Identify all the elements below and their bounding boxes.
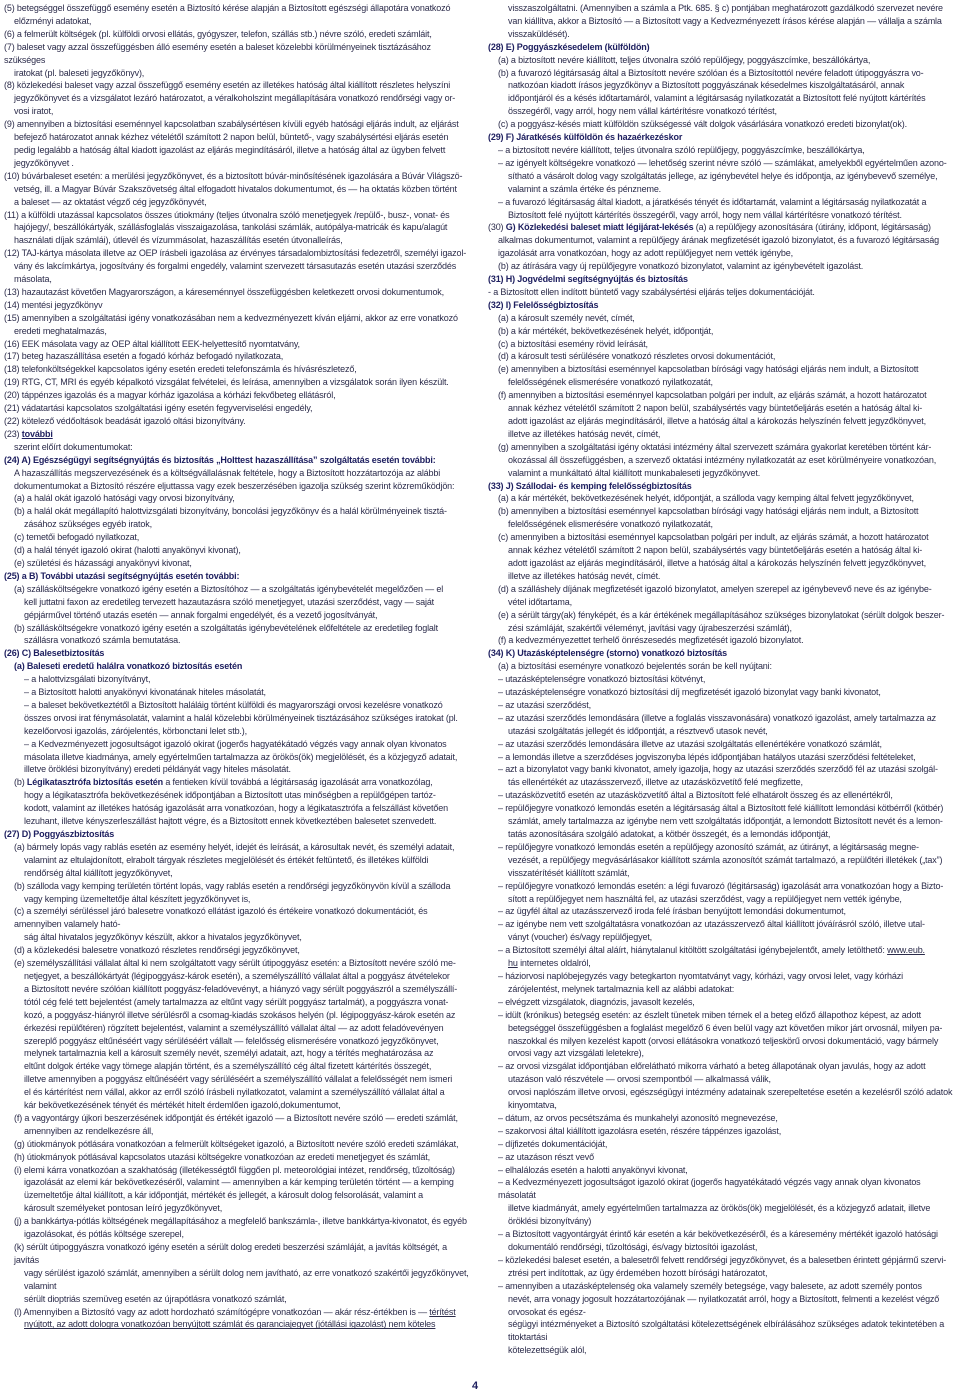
left-text-line: pedig legalább a hatóság által kiadott igazolást az eljárás megindításáról, illetve a hatóság által az ügyben felvett (14, 144, 446, 155)
right-text-line: alkalmas dokumentumot, valamint a repülőjegy árának megfizetését igazoló bizonylatot, és a fuvarozó légitársaság (498, 235, 939, 246)
left-text-line: illetve amennyiben a poggyász eltűnéséért vagy sérüléséért a személyszállító vállalat a felelősségét nem ismeri (24, 1074, 453, 1085)
right-text-line: valamint a számla értéke és pénzneme. (508, 183, 662, 194)
left-text-line: igazolásokat, és pótlás költsége szerepel, (24, 1229, 184, 1240)
left-text-line (4, 776, 473, 789)
right-text-line: (34) K) Utazásképtelenségre (storno) vonatkozó biztosítás (488, 648, 727, 659)
right-text-line: sítható a vásárolt dolog vagy szolgáltatás jellege, az igénybevétel helye és időpontja, az igénybevevő személye, (508, 170, 938, 181)
left-text-line: (d) a közlekedési balesetre vonatkozó részletes rendőrségi jegyzőkönyvet, (14, 945, 300, 956)
right-text-line: kötelezettségük alól, (508, 1345, 587, 1356)
left-text-line: (18) telefonköltségekkel kapcsolatos igény esetén eredeti telefonszámla és hívásrészletező, (4, 364, 357, 375)
right-text-line: – dátum, az orvos pecsétszáma és munkahelyi azonosító megnevezése, (498, 1112, 778, 1123)
right-text-line: időpontjáról és a késés időtartamáról, valamint a légitársaság nyilatkozatát a Biztosított felé nyújtott kártérítés (508, 93, 926, 104)
left-text-line: (b) szállásköltségekre vonatkozó igény esetén a szolgáltatás igénybevételének előfeltétele az eredetileg foglalt (14, 622, 438, 633)
text-segment: (b) (14, 777, 27, 788)
left-text-line: el és kártérítést nem vállal, akkor az erről szóló írásbeli nyilatkozatot, valamint a személyszállító vállalat által a (24, 1087, 445, 1098)
left-text-line: eltűnt dolgok értéke vagy tömege alapján történt, és a személyszállító cég által fizetett kártérítés összegét, (24, 1061, 432, 1072)
right-text-line: orvosi vagy azt vizsgálati leletekre), (508, 1048, 644, 1059)
right-text-line: illetve kiadmányát, amely egyértelműen tartalmazza az örökös(ök) megjelölését, és a közjegyző adatait, illetve (508, 1203, 931, 1214)
left-text-line: szerint előírt dokumentumokat: (14, 441, 133, 452)
text-segment: G) Közlekedési baleset miatt légijárat-lekésés (505, 222, 694, 233)
left-text-line: (a) szállásköltségekre vonatkozó igény esetén a Biztosítóhoz — a szolgáltatás igénybevételét megelőzően — el (14, 583, 444, 594)
text-segment: (23) (4, 428, 22, 439)
right-text-line: naszokkal és milyen kezelést kapott (orvosi ellátásokra vonatkozó teljeskörű orvosi dokumentáció, vagy bármely (508, 1035, 939, 1046)
left-text-line: (9) amennyiben a biztosítási eseménnyel kapcsolatban szabálysértésen kívüli egyéb hatósági eljárás indult, az eljárást (4, 119, 459, 130)
left-text-line: (c) temetői befogadó nyilatkozat, (14, 532, 140, 543)
left-text-line: (22) kötelező védőoltások beadását igazoló oltási bizonyítvány. (4, 416, 246, 426)
left-text-line: kezelőorvosi igazolás, zárójelentés, körbonctani lelet stb.), (24, 725, 247, 736)
right-text-line: – utazásközvetítő esetén az utazásközvetítő által a Biztosított felé elhatárolt összeg és az ellenértékről, (498, 790, 893, 801)
left-text-line: (20) táppénzes igazolás és a magyar kórház igazolása a kórházi fekvőbeteg ellátásról, (4, 390, 336, 401)
right-text-line: visszatérítését kiállított számlát, (508, 867, 630, 878)
right-text-line: illetve az illetékes hatóság nevét, címét, (508, 428, 661, 439)
right-text-line: (28) E) Poggyászkésedelem (külföldön) (488, 41, 650, 52)
left-text-line: amennyiben az rendelkezésre áll, (24, 1125, 154, 1136)
right-text-line: betegséggel összefüggésben a foglalást megelőző 6 éven belül vagy azt követően mikor járt orvosnál, milyen pa- (508, 1022, 943, 1033)
left-text-line: jegyzőkönyvet . (14, 157, 74, 168)
right-text-line: – idült (krónikus) betegség esetén: az észlelt tünetek miben térnek el a beteg előző állapothoz képest, az adott (498, 1009, 921, 1020)
text-segment: internetes oldalról, (517, 958, 591, 969)
right-text-line: – elvégzett vizsgálatok, diagnózis, javasolt kezelés, (498, 996, 695, 1007)
right-text-line: számlát, amely tartalmazza az igénybe nem vett szolgáltatás időpontját, a lemondott Biztosított nevét és a lemon- (508, 816, 943, 827)
left-text-line: (a) bármely lopás vagy rablás esetén az esemény helyét, idejét és leírását, a károsultak nevét, és személyi adatait, (14, 841, 455, 852)
right-text-line: – azt a bizonylatot vagy banki kivonatot, amely igazolja, hogy az utazási szerződés szerződő fél az utazási szolgál- (498, 764, 938, 775)
right-text-line: annak kézhez vételétől számított 2 napon belül, szabálysértés vagy büntetőeljárás esetén a hatóság által ki- (508, 545, 923, 556)
right-text-line: nevét, arra vonagy jogosult hozzátartozójának — nyilatkozatát arról, hogy a Biztosított, felmenti a kezelést végző orvosokat és egész- (508, 1293, 940, 1317)
left-text-line: (h) útiokmányok pótlásával kapcsolatos utazási költségekre vonatkozóan az eredeti menetjegyet és számlát, (14, 1151, 430, 1162)
left-text-line: gépjárművel történő utazás esetén — annak forgalmi engedélyét, és a vezető jogosítványát, (24, 609, 378, 620)
left-text-line: kozó, a poggyász-hiányról illetve sérülésről a csomag-kiadás szokásos helyén (pl. légipoggyász-károk esetén az (24, 1009, 456, 1020)
text-segment: további (21, 428, 53, 439)
right-text-line: (c) a poggyász-késés miatt külföldön szükségessé vált dolgok vásárlására vonatkozó eredeti bizonylat(ok). (498, 119, 907, 130)
right-text-line: (b) amennyiben a biztosítási eseménnyel kapcsolatban bírósági vagy hatósági eljárás nem indult, a Biztosított (498, 506, 919, 517)
right-text-line: dokumentáló rendőrségi, tűzoltósági, és/vagy biztosítói igazolást, (508, 1242, 758, 1252)
left-text-line: a baleset — az oktatást végző cég jegyzőkönyvét, (14, 196, 207, 207)
right-text-line: okozással áll összefüggésben, a szervező oktatási intézmény nyilatkozatát az eset körülményeire vonatkozóan, (508, 454, 937, 465)
left-text-line: lezuhant, illetve kényszerleszállást hajtott végre, és a Biztosított ennek következtében balesetet szenvedett. (24, 816, 437, 827)
left-text-line: (7) baleset vagy azzal összefüggésben álló esemény esetén a baleset közelebbi körülményeinek tisztázásához szükséges (4, 41, 431, 65)
right-text-line: – a biztosított nevére kiállított, teljes útvonalra szóló repülőjegy, poggyászcímke, beszállókártya, (498, 144, 865, 155)
left-text-line: (5) betegséggel összefüggő esemény esetén a Biztosító kérése alapján a Biztosított egészségi állapotára vonatkozó (4, 3, 451, 13)
right-text-line: – repülőjegyre vonatkozó lemondás esetén a repülőjegy azonosító számát, az útirányt, a légitársaság megne- (498, 841, 919, 852)
right-text-line: – az utazási szerződést, (498, 699, 591, 710)
right-text-line: (b) az átírására vagy új repülőjegyre vonatkozó bizonylatot, valamint az igénybevételt igazolást. (498, 261, 864, 272)
left-text-line: a Biztosított nevére szólóan kiállított poggyász-feladóvevényt, a hiányzó vagy sérült poggyászról a személyszállí- (24, 983, 458, 994)
right-text-line: zárójelentést, melynek tartalmaznia kell az alábbi adatokat: (508, 983, 735, 994)
left-text-line: jegyzőkönyvet és a vizsgálatot lezáró határozatot, a véralkoholszint megállapítására vonatkozó rendőrségi vagy or- (14, 93, 456, 104)
left-text-line: tótól cég felé tett bejelentést (amely tartalmazza az eltűnt vagy sérült poggyász tartalmát), a poggyászra vonat- (24, 996, 449, 1007)
left-text-line: (a) Baleseti eredetű halálra vonatkozó biztosítás esetén (14, 661, 243, 672)
right-text-line: (31) H) Jogvédelmi segítségnyújtás és biztosítás (488, 274, 688, 285)
left-text-line: hajójegy/, beszállókártyák, szállásfoglalás visszaigazolása, tankolási számlák, autópálya-matricák és kapu/alagút (14, 222, 448, 233)
left-text-line: (e) személyszállítási vállalat által ki nem szolgáltatott vagy sérült útipoggyász esetén: a Biztosított nevére szóló me- (14, 958, 456, 969)
left-text-line: (d) a halál tényét igazoló okirat (halotti anyakönyvi kivonat), (14, 545, 241, 556)
left-text-line: (f) a vagyontárgy újkori beszerzésének időpontját és értékét igazoló — a Biztosított nevére szóló — eredeti számlát, (14, 1112, 458, 1123)
left-text-line: kodott, valamint az illetékes hatóság igazolását arra vonatkozóan, hogy a légikatasztrófa a felszállást követően (24, 803, 448, 814)
left-text-line: használati díjak számlái), útlevél és vízummásolat, hazaszállítás esetén útvonalleírás, (14, 235, 343, 246)
left-text-line (4, 1306, 473, 1319)
text-segment: (30) (488, 222, 506, 233)
text-segment: (l) Amennyiben a Biztosító vagy az adott hordozható számítógépre vonatkozóan — akár rész-értékben is — (14, 1306, 430, 1317)
left-text-line: ság által hivatalos jegyzőkönyv készült, akkor a hivatalos jegyzőkönyvet, (24, 932, 302, 943)
right-text-line: - a Biztosított ellen indított büntető vagy szabálysértési eljárás teljes dokumentációját. (488, 286, 815, 297)
right-text-line: (a) a károsult személy nevét, címét, (498, 312, 635, 323)
left-text-line: károsult személyeket pontosan leíró jegyzőkönyvet, (24, 1203, 223, 1214)
right-text-line: – utazásképtelenségre vonatkozó biztosítási díj megfizetését igazoló bizonylat vagy banki kivonatot, (498, 687, 881, 698)
left-text-line: (10) búvárbaleset esetén: a merülési jegyzőkönyvet, és a biztosított búvár-minősítésének igazolására a Búvár Világszö- (4, 170, 463, 181)
right-text-line: visszaküldését). (508, 28, 570, 39)
right-text-line: – az utazási szerződés lemondására illetve az utazási szolgáltatás ellenértékére vonatkozó számlát, (498, 738, 882, 749)
right-text-line: sított a repülőjegyet nem használtá fel, az utazási szerződést, vagy a repülőjegyet nem vették igénybe, (508, 893, 902, 904)
right-text-line: visszaszolgáltatni. (Amennyiben a számla a Ptk. 685. § c) pontjában meghatározott gazdálkodó szervezet nevére (508, 3, 943, 13)
left-text-line: üzemeltetője által kiállított, a kár időpontját, mértékét és jellegét, a károsult dolog felsorolását, valamint a (24, 1190, 423, 1201)
right-text-line: utazási szolgáltatás jellegét és időpontját, a résztvevő utasok nevét, (508, 725, 768, 736)
right-text-line: ványt (voucher) és/vagy repülőjegyet, (508, 932, 653, 943)
right-text-line: – közlekedési baleset esetén, a balesetről felvett rendőrségi jegyzőkönyvet, és a balesetben érintett gépjármű szervi- (498, 1254, 947, 1265)
text-segment: a fentieken kívül továbbá a légitársaság igazolását arra vonatkozólag, (163, 777, 433, 788)
right-text-line: van kiállítva, akkor a Biztosító — a Biztosított vagy a Kedvezményezett írásos kérése alapján — vállalja a számla (508, 15, 942, 26)
right-text-line: felelősségének elismerésére vonatkozó nyilatkozatát, (508, 377, 713, 388)
left-text-line: (g) útiokmányok pótlására vonatkozóan a felmerült költségeket igazoló, a Biztosított nevére szóló eredeti számlákat, (14, 1138, 459, 1149)
right-text-line: natkozóan kiadott írásos jegyzőkönyv a Biztosított poggyászának késedelmes kiszolgáltatásáról, annak (508, 80, 905, 91)
left-text-line: másolata illetve kiadmánya, amely egyértelműen tartalmazza az örökös(ök) megjelölését, és a közjegyző adatait, (24, 751, 458, 762)
left-text-line: valamint az eltulajdonított, elrabolt tárgyak részletes megjelölését és értékét feltüntető, és illetékes külföldi (24, 854, 429, 865)
text-segment: (a) a repülőjegy azonosítására (útirány, időpont, légitársaság) (693, 222, 931, 233)
right-text-line: (b) a kár mértékét, bekövetkezésének helyét, időpontját, (498, 325, 714, 336)
left-text-line: (8) közlekedési baleset vagy azzal összefüggő esemény esetén az illetékes hatóság által kiállított részletes helyszíni (4, 80, 451, 91)
left-text-line: (15) amennyiben a szolgáltatási igény vonatkozásában nem a kedvezményezett kíván eljárni, akkor az erre vonatkozó (4, 312, 458, 323)
left-text-line: (13) hazautazást követően Magyarországon, a káreseménnyel összefüggésben keletkezett orvosi dokumentumok, (4, 286, 445, 297)
text-segment: – a Biztosított személyi által aláírt, hiánytalanul kitöltött szolgáltatási igénybejelentőt, amely letölthető: (498, 945, 888, 956)
left-text-line: rendőrség által kiállított jegyzőkönyvet, (24, 867, 173, 878)
right-text-line: annak kézhez vételétől számított 2 napon belül, szabálysértés vagy büntetőeljárás esetén a hatóság által ki- (508, 403, 923, 414)
right-text-line: – az utazáson részt vevő (498, 1151, 594, 1162)
left-text-line: (26) C) Balesetbiztosítás (4, 648, 105, 659)
left-text-line: másolata, (14, 274, 52, 285)
right-text-line: vétel időtartama, (508, 596, 572, 607)
right-text-line (488, 221, 954, 234)
right-text-line: illetve az illetékes hatóság nevét, címét. (508, 570, 661, 581)
right-text-line: – repülőjegyre vonatkozó lemondás esetén a légitársaság által a Biztosított felé kiállított lemondási kötbérről (kötbér) (498, 803, 944, 814)
left-text-line: vetség, ill. a Magyar Búvár Szakszövetség által elfogadott hivatalos dokumentumot, és — ha oktatás közben történt (14, 183, 457, 194)
right-text-line: – utazásképtelenségre vonatkozó biztosítási kötvényt, (498, 674, 706, 685)
left-text-line: érkezési repülőtéren) rögzített bejelentést, valamint a személyszállító vállalat által — az adott feladóvevényen (24, 1022, 444, 1033)
left-text-line: – a baleset bekövetkeztétől a Biztosított haláláig történt külföldi és magyarországi orvosi kezelésre vonatkozó (24, 699, 443, 710)
right-text-line: ztrési pert indítottak, az ügy érdemében hozott bírósági határozatot, (508, 1267, 768, 1278)
right-text-line: adott igazolást az eljárás megindításáról, illetve a hatóság által a károkozás helyszínén felvett jegyzőkönyvet, (508, 416, 926, 426)
right-column (488, 2, 954, 1357)
left-text-line: szereplő poggyász eltűnéséért vagy sérüléséért vállalt — felelősség elismerésére vonatkozó jegyzőkönyvet, (24, 1035, 439, 1046)
right-text-line: – a Biztosított vagyontárgyát érintő kár esetén a kár bekövetkezéséről, és a káresemény mértékét igazoló hatósági (498, 1229, 938, 1240)
left-text-line: (j) a bankkártya-pótlás költségének megállapításához a megfelelő bankszámla-, illetve bankkártya-kivonatot, és egyéb (14, 1216, 467, 1227)
left-text-line: (a) a halál okát igazoló hatósági vagy orvosi bizonyítvány, (14, 493, 235, 504)
left-text-line: (19) RTG, CT, MRI és egyéb képalkotó vizsgálat felvételei, és leírása, amennyiben a vizsgálatok során ilyen készült. (4, 377, 449, 388)
left-text-line: (16) EEK másolata vagy az OEP által kiállított EEK-helyettesítő nyomtatvány, (4, 338, 300, 349)
left-text-line: (b) a halál okát megállapító halottvizsgálati bizonyítvány, boncolási jegyzőkönyv és a halál körülményeinek tisztá- (14, 506, 447, 517)
right-text-line: – az utazási szerződés lemondására (illetve a foglalás visszavonására) vonatkozó igazolást, amely tartalmazza az (498, 712, 936, 723)
text-segment: hu (508, 958, 518, 969)
left-text-line: (b) szálloda vagy kemping területén történt lopás, vagy rablás esetén a rendőrségi jegyzőkönyvön kívül a szálloda (14, 880, 451, 891)
right-text-line: utazáson való részvétele — orvosi szempontból — alkalmassá válik, (508, 1074, 771, 1085)
right-text-line: (c) amennyiben a biztosítási eseménnyel kapcsolatban polgári per indult, az eljárás számát, a hozott határozatot (498, 532, 929, 543)
left-text-line: (e) születési és házassági anyakönyvi kivonat, (14, 557, 192, 568)
left-text-line: netjegyet, a beszállókártyát (légipoggyász-károk esetén), a személyszállító vállalat által a poggyász átvételekor (24, 970, 450, 981)
left-text-line: (25) a B) További utazási segítségnyújtás esetén további: (4, 570, 240, 581)
left-text-line: – a Biztosított halotti anyakönyvi kivonatának hiteles másolatát, (24, 687, 266, 698)
right-text-line: (e) amennyiben a biztosítási eseménnyel kapcsolatban bírósági vagy hatósági eljárás nem indult, a Biztosított (498, 364, 919, 375)
left-text-line: (c) a személyi sérüléssel járó balesetre vonatkozó ellátást igazoló és értékeire vonatkozó dokumentációt, és amennyiben valamely ható- (14, 906, 428, 930)
right-text-line: – amennyiben a utazásképtelenség oka valamely személy betegsége, vagy balesete, az adott személy pontos (498, 1280, 922, 1291)
right-text-line: – a Kedvezményezett jogosultságot igazoló okirat (jogerős hagyatékátadó végzés vagy annak olyan kivonatos másolatát (498, 1177, 921, 1201)
left-text-line: nyújtott, az adott dologra vonatkozóan benyújtott számlát és garanciajegyet (jótállási igazolást) nem köteles (24, 1319, 436, 1330)
right-text-line: – a fuvarozó légitársaság által kiadott, a járatkésés tényét és időtartamát, valamint a légitársaság nyilatkozatát a (498, 196, 927, 207)
right-text-line: (c) a biztosítási esemény rövid leírását, (498, 338, 648, 349)
right-text-line: valamint a munkáltató által kiállított munkabaleseti jegyzőkönyvet. (508, 467, 761, 478)
text-segment: Légikatasztrófa biztosítás esetén (26, 777, 163, 788)
left-text-line: igazolását az elemi kár bekövetkezéséről, valamint — amennyiben a kár kemping területén történt — a kemping (24, 1177, 454, 1188)
left-text-line: zásához szükséges egyéb iratok, (24, 519, 152, 530)
right-text-line: – az igénybe nem vett szolgáltatásra vonatkozóan az utazásszervező által kiállított jóváírásról szóló, illetve utal- (498, 919, 925, 930)
left-text-line: (i) elemi kárra vonatkozóan a szakhatóság (illetékességtől függően pl. meteorológiai intézet, rendőrség, tűzoltóság) (14, 1164, 455, 1175)
left-text-line: (24) A) Egészségügyi segítségnyújtás és biztosítás „Holttest hazaszállítása” szolgáltatás esetén további: (4, 454, 436, 465)
left-text-line: (11) a külföldi utazással kapcsolatos összes útiokmány (teljes útvonalra szóló menetjegyek /repülő-, busz-, vonat- és (4, 209, 450, 220)
left-text-line: hogy a légikatasztrófa bekövetkezésének időpontjában a Biztosított utas minőségben a repülőgépen tartóz- (24, 790, 436, 801)
right-text-line: adott igazolást az eljárás megindításáról, illetve a hatóság által a károkozás helyszínén felvett jegyzőkönyvet, (508, 557, 926, 568)
left-text-line: (6) a felmerült költségek (pl. külföldi orvosi ellátás, gyógyszer, telefon, szállás stb.) névre szóló, eredeti számláit, (4, 28, 432, 39)
left-text-line: (21) vádatartási kapcsolatos szolgáltatási igény esetén fegyverviselési engedély, (4, 403, 313, 414)
right-text-line: – elhalálozás esetén a halotti anyakönyvi kivonat, (498, 1164, 688, 1175)
left-text-line: iratokat (pl. baleseti jegyzőkönyv), (14, 67, 145, 78)
right-text-line: igazolását arra vonatkozóan, hogy az adott repülőjegyet nem vették igénybe, (498, 248, 793, 259)
right-text-line: zési számláját, szakértői véleményt, javítási vagy újrabeszerzési számlát), (508, 622, 792, 633)
left-text-line: szállásra vonatkozó számla bemutatása. (24, 635, 181, 646)
right-text-line: tatás azonosítására szolgáló adatokat, a kötbér összegét, és a lemondás időpontját, (508, 829, 831, 839)
right-text-line: – az ügyfél által az utazásszervező iroda felé írásban benyújtott lemondási dokumentumot, (498, 906, 846, 917)
right-text-line: ségügyi intézményeket a Biztosító szolgáltatási kötelezettségének elbírálásához szükséges adatok tekintetében a titoktartási (508, 1319, 945, 1343)
text-segment: térítést (429, 1306, 456, 1317)
left-text-line: melynek tartalmaznia kell a károsult személy nevét, személyi adatait, azt, hogy a térítés meghatározása az (24, 1048, 434, 1059)
right-text-line: – háziorvosi naplóbejegyzés vagy betegkarton nyomtatványt vagy, kórházi, vagy orvosi lelet, vagy kórházi (498, 970, 903, 981)
left-text-line (4, 428, 473, 441)
left-text-line: előzményi adatokat, (14, 15, 92, 26)
left-text-line: dokumentumokat a Biztosító részére eljuttassa vagy ezek beszerzésében igazolja szükség szerint közreműködjön: (14, 480, 455, 491)
right-text-line: – díjfizetés dokumentációját, (498, 1138, 608, 1149)
right-text-line: Biztosított felé nyújtott kártérítés összegéről, vagy arról, hogy nem vállal kártérítésre vonatkozó térítést. (508, 209, 902, 220)
right-text-line: (29) F) Járatkésés külföldön és hazaérkezéskor (488, 132, 683, 143)
right-text-line: vezését, a repülőjegy megvásárlásakor kiállított számla azonosítót számát tartalmazó, a repülőtéri illetékek („tax”) (508, 854, 943, 865)
left-text-line: sérült dioptriás szemüveg esetén az újrapótlásra vonatkozó számlát, (24, 1293, 287, 1304)
left-text-line: összes orvosi irat fénymásolatát, valamint a halál közelebbi körülményeinek tisztázásához szükséges iratokat (pl. (24, 712, 458, 723)
left-column (4, 2, 473, 1331)
right-text-line: (g) amennyiben a szolgáltatási igény oktatási intézmény által szervezett számára gyakorlat keretében történt kár- (498, 441, 932, 452)
right-text-line: (a) a biztosítási eseményre vonatkozó bejelentés során be kell nyújtani: (498, 661, 772, 672)
left-text-line: vagy kemping üzemeltetője által készített jegyzőkönyvet is, (24, 893, 251, 904)
right-text-line: (a) a kár mértékét, bekövetkezésének helyét, időpontját, a szálloda vagy kemping által felvett jegyzőkönyvet, (498, 493, 914, 504)
left-text-line: kár bekövetkezésének tényét és mértékét hitelt érdemlően igazoló,dokumentumot, (24, 1100, 341, 1111)
left-text-line: (17) beteg hazaszállítása esetén a fogadó kórház befogadó nyilatkozata, (4, 351, 284, 362)
left-text-line: – a Kedvezményezett jogosultságot igazoló okirat (jogerős hagyatékátadó végzés vagy annak olyan kivonatos (24, 738, 447, 749)
right-text-line: (f) amennyiben a biztosítási eseménnyel kapcsolatban polgári per indult, az eljárás számát, a hozott határozatot (498, 390, 927, 401)
right-text-line: felelősségének elismerésére vonatkozó nyilatkozatát, (508, 519, 713, 530)
right-text-line: (33) J) Szállodai- és kemping felelősségbiztosítás (488, 480, 692, 491)
left-text-line: vány és lakcímkártya, jogosítvány és forgalmi engedély, valamint szervezett társasutazás esetén utazási szerződés (14, 261, 457, 272)
left-text-line: (12) TAJ-kártya másolata illetve az OEP írásbeli igazolása az érvényes társadalombiztosítási fedezetről, személyi igazol- (4, 248, 467, 259)
text-segment: www.eub. (887, 945, 925, 956)
right-text-line: (d) a szálláshely díjának megfizetését igazoló bizonylatot, amelyen szerepel az igénybevevő neve és az igénybe- (498, 583, 932, 594)
left-text-line: vosi iratot, (14, 106, 54, 117)
right-text-line: – az igényelt költségekre vonatkozó — lehetőség szerint névre szóló — számlákat, amelyekből egyértelműen azono- (498, 157, 947, 168)
right-text-line: (b) a fuvarozó légitársaság által a Biztosított nevére szólóan és a Biztosítottól nevére feladott útipoggyászra vo- (498, 67, 924, 78)
left-text-line: kell juttatni faxon az eredetileg tervezett hazautazásra szóló menetjegyet, utazási szerződést, vagy — saját (24, 596, 435, 607)
left-text-line: (27) D) Poggyászbiztosítás (4, 829, 115, 839)
right-text-line: (f) a kedvezményezettet terhelő önrészesedés megfizetését igazoló bizonylatot. (498, 635, 804, 646)
left-text-line: eredeti meghatalmazás, (14, 325, 107, 336)
left-text-line: (k) sérült útipoggyászra vonatkozó igény esetén a sérült dolog eredeti beszerzési számláját, a javítás költségét, a javítás (14, 1242, 447, 1265)
left-text-line: befejező határozatot annak kézhez vételétől számított 2 napon belül, büntető-, vagy szabálysértési eljárás esetén (14, 132, 449, 143)
right-text-line: – szakorvosi által kiállított igazolásra esetén, részére táppénzes igazolást, (498, 1125, 782, 1136)
page-number: 4 (472, 1380, 479, 1392)
left-text-line: vagy sérülést igazoló számlát, amennyiben a sérült dolog nem javítható, az erre vonatkozó szakértői jegyzőkönyvet, valamint (24, 1267, 469, 1291)
right-text-line: öröklési bizonyítvány) (508, 1216, 592, 1227)
right-text-line: (d) a károsult testi sérülésére vonatkozó részletes orvosi dokumentációt, (498, 351, 776, 362)
right-text-line: (a) a biztosított nevére kiállított, teljes útvonalra szóló repülőjegy, poggyászcímke, beszállókártya, (498, 54, 871, 65)
left-text-line: (14) mentési jegyzőkönyv (4, 299, 103, 310)
left-text-line: illetve öröklési bizonyítvány) eredeti példányát vagy hiteles másolatát. (24, 764, 291, 775)
right-text-line (488, 957, 954, 970)
right-text-line (488, 944, 954, 957)
right-text-line: – az orvosi vizsgálat időpontjában előrelátható mikorra várható a beteg állapotának olyan javulás, hogy az adott (498, 1061, 926, 1072)
right-text-line: (e) a sérült tárgy(ak) fényképét, és a kár értékének megállapításához szükséges bizonylatokat (sérült dolgok beszer- (498, 609, 945, 620)
right-text-line: – repülőjegyre vonatkozó lemondás esetén: a légi fuvarozó (légitársaság) igazolását arra vonatkozóan hogy a Bizto- (498, 880, 944, 891)
right-text-line: tás ellenértékét az utazásszervező, illetve az utazásközvetítő felé megfizette, (508, 777, 803, 788)
left-text-line: – a halottvizsgálati bizonyítványt, (24, 674, 151, 685)
right-text-line: (32) I) Felelősségbiztosítás (488, 299, 599, 310)
left-text-line: A hazaszállítás megszervezésének és a költségvállalásnak feltétele, hogy a Biztosított hozzátartozója az alábbi (14, 467, 441, 478)
right-text-line: összegéről, vagy arról, hogy nem vállal kártérítésre vonatkozó térítést, (508, 106, 777, 117)
right-text-line: – a lemondás illetve a szerződéses jogviszonyba lépés időpontjában hatályos utazási szerződési feltételeket, (498, 751, 916, 762)
right-text-line: kinyomtatva, (508, 1100, 557, 1111)
right-text-line: orvosi naplószám illetve orvosi, egészségügyi intézmény adatainak szerepeltetése esetén a kezelésről szóló adatok (508, 1087, 953, 1098)
